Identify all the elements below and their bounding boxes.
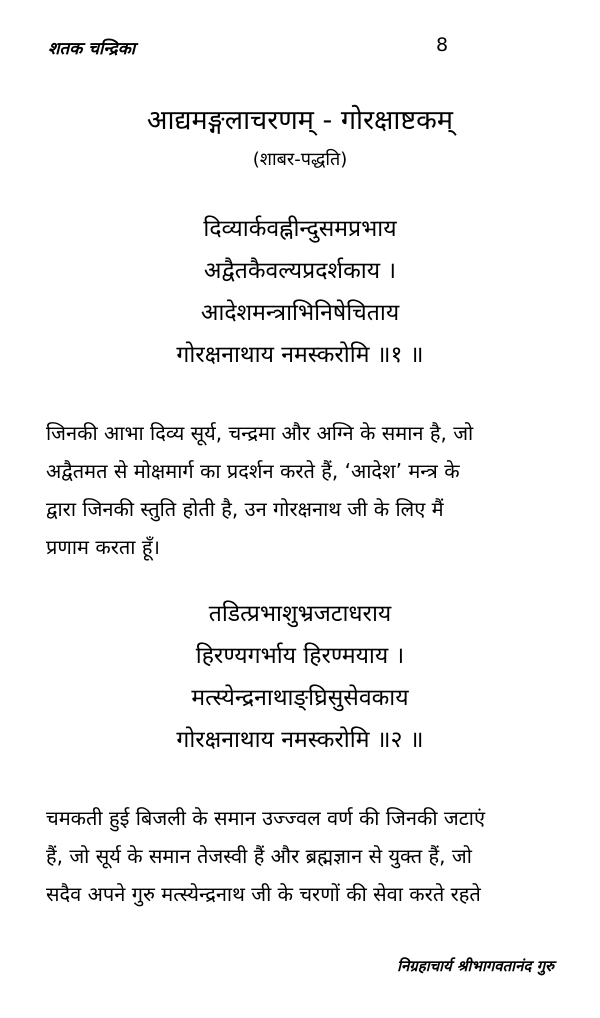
verse-1 [0,208,600,376]
verse-line: गोरक्षनाथाय नमस्करोमि ॥१ ॥ [176,342,424,368]
translation-paragraph-1 [46,414,556,566]
page-subtitle: (शाबर-पद्धति) [252,149,348,170]
verse-2 [0,593,600,761]
paragraph-line: जिनकी आभा दिव्य सूर्य, चन्द्रमा और अग्नि के समान है, जो [46,421,474,445]
paragraph-line: अद्वैतमत से मोक्षमार्ग का प्रदर्शन करते हैं, ‘आदेश’ मन्त्र के [46,459,460,483]
verse-line: तडित्प्रभाशुभ्रजटाधराय [208,601,392,627]
paragraph-line: चमकती हुई बिजली के समान उज्ज्वल वर्ण की जिनकी जटाएं [46,806,486,830]
paragraph-line: सदैव अपने गुरु मत्स्येन्द्रनाथ जी के चरणों की सेवा करते रहते [46,882,481,906]
verse-line: मत्स्येन्द्रनाथाङ्घ्रिसुसेवकाय [191,685,409,711]
paragraph-line: द्वारा जिनकी स्तुति होती है, उन गोरक्षनाथ जी के लिए मैं [46,497,444,521]
book-title-header: शतक चन्द्रिका [48,39,136,59]
page-title: आद्यमङ्गलाचरणम् - गोरक्षाष्टकम् [146,105,454,136]
verse-line: गोरक्षनाथाय नमस्करोमि ॥२ ॥ [176,727,424,753]
verse-line: अद्वैतकैवल्यप्रदर्शकाय । [203,258,397,284]
paragraph-line: प्रणाम करता हूँ। [46,535,161,559]
page-number: 8 [436,34,449,56]
paragraph-line: हैं, जो सूर्य के समान तेजस्वी हैं और ब्रह्मज्ञान से युक्त हैं, जो [46,844,472,868]
verse-line: आदेशमन्त्राभिनिषेचिताय [200,300,400,326]
translation-paragraph-2 [46,799,556,913]
verse-line: हिरण्यगर्भाय हिरण्मयाय । [195,643,405,669]
author-footer: निग्रहाचार्य श्रीभागवतानंद गुरु [397,957,554,975]
verse-line: दिव्यार्कवह्नीन्दुसमप्रभाय [203,216,397,242]
